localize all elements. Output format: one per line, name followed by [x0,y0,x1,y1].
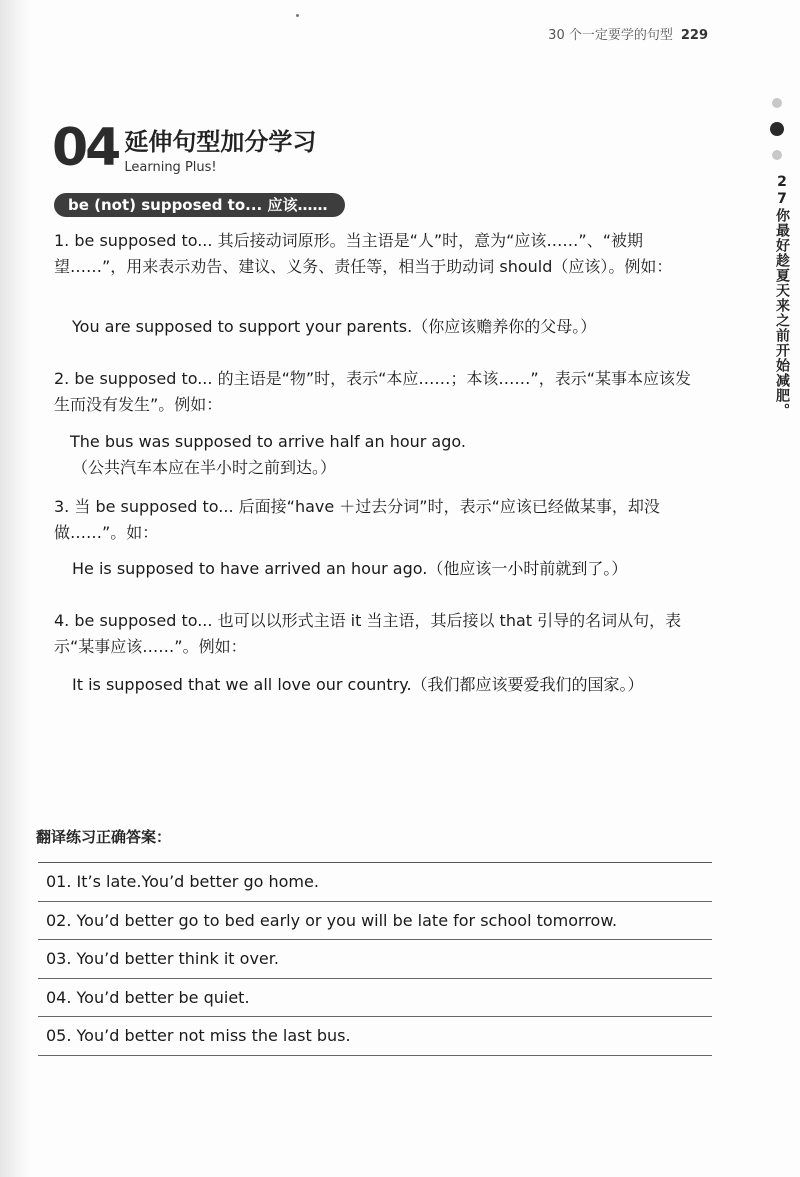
tab-dot [772,150,782,160]
point-2-example: The bus was supposed to arrive half an hour ago. [70,432,466,451]
answers-list [38,862,712,1056]
page-number: 229 [680,28,708,43]
tab-dot [772,98,782,108]
point-2-example-cn: （公共汽车本应在半小时之前到达。） [72,458,337,477]
point-3: 3. 当 be supposed to... 后面接“have ＋过去分词”时，表示“应该已经做某事，却没做……”。如： [54,497,660,542]
tab-dot-active [770,122,784,136]
print-mark [296,14,299,17]
running-title: 30 个一定要学的句型 [548,28,673,43]
point-1: 1. be supposed to... 其后接动词原形。当主语是“人”时，意为“应该……”、“被期望……”，用来表示劝告、建议、义务、责任等，相当于助动词 should（应该）。例如： [54,231,673,276]
answer-row: 02. You’d better go to bed early or you will be late for school tomorrow. [38,902,712,941]
point-4-example: It is supposed that we all love our country.（我们都应该要爱我们的国家。） [72,675,644,694]
side-tip: 27你最好趁夏天来之前开始减肥。 [774,174,790,418]
section-title-en: Learning Plus! [124,160,217,175]
spine-shadow [0,0,30,1177]
point-2: 2. be supposed to... 的主语是“物”时，表示“本应……；本该……”，表示“某事本应该发生而没有发生”。例如： [54,369,692,414]
answer-row: 05. You’d better not miss the last bus. [38,1017,712,1056]
answer-row: 03. You’d better think it over. [38,940,712,979]
section-titles [124,122,316,175]
point-4: 4. be supposed to... 也可以以形式主语 it 当主语，其后接以 that 引导的名词从句，表示“某事应该……”。例如： [54,611,682,656]
section-number: 04 [52,118,119,178]
section-title-cn: 延伸句型加分学习 [124,128,317,156]
answer-row: 01. It’s late.You’d better go home. [38,863,712,902]
section-heading [52,118,317,178]
side-tab-dots [766,98,788,174]
topic-pill: be (not) supposed to... 应该…… [54,193,345,217]
point-1-example: You are supposed to support your parents.（你应该赡养你的父母。） [72,317,597,336]
answers-title: 翻译练习正确答案： [36,828,172,846]
point-3-example: He is supposed to have arrived an hour ago.（他应该一小时前就到了。） [72,559,628,578]
answer-row: 04. You’d better be quiet. [38,979,712,1018]
running-header [548,24,708,43]
